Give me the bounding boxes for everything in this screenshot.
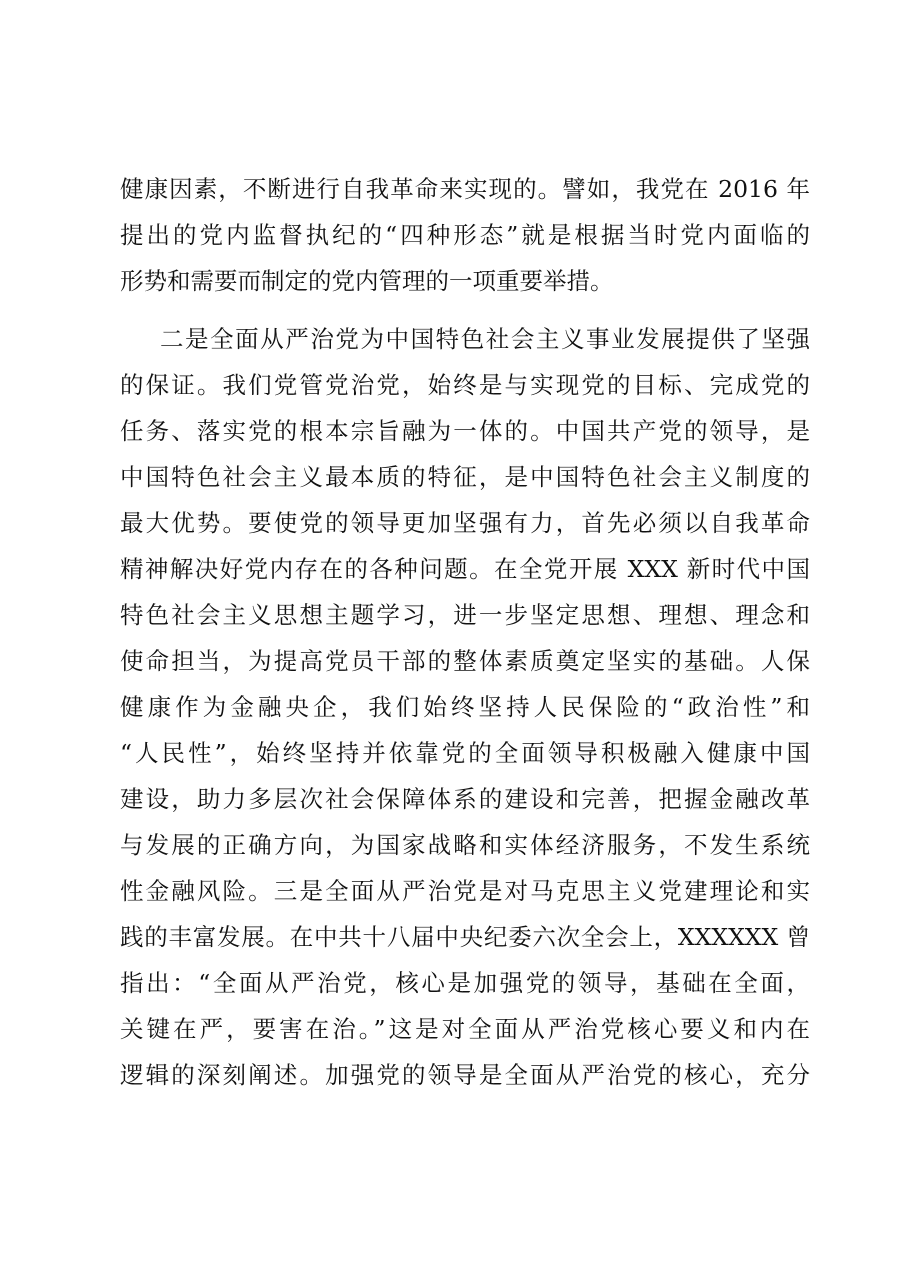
paragraph-gap [120, 304, 810, 316]
text-line: 逻辑的深刻阐述。加强党的领导是全面从严治党的核心，充分 [120, 1061, 810, 1089]
paragraph-2 [120, 316, 810, 1098]
text-line: 使命担当，为提高党员干部的整体素质奠定坚实的基础。人保 [120, 647, 810, 675]
text-line: 健康作为金融央企，我们始终坚持人民保险的“政治性”和 [120, 693, 810, 721]
text-line: 形势和需要而制定的党内管理的一项重要举措。 [120, 267, 614, 295]
text-line: 中国特色社会主义最本质的特征，是中国特色社会主义制度的 [120, 463, 810, 491]
text-line: 任务、落实党的根本宗旨融为一体的。中国共产党的领导，是 [120, 417, 810, 445]
text-line: 特色社会主义思想主题学习，进一步坚定思想、理想、理念和 [120, 601, 810, 629]
text-line: 践的丰富发展。在中共十八届中央纪委六次全会上，XXXXXX 曾 [120, 923, 810, 951]
text-line: “人民性”，始终坚持并依靠党的全面领导积极融入健康中国 [120, 739, 810, 767]
document-body [120, 166, 810, 1098]
text-line: 性金融风险。三是全面从严治党是对马克思主义党建理论和实 [120, 877, 810, 905]
paragraph-1 [120, 166, 810, 304]
text-line: 建设，助力多层次社会保障体系的建设和完善，把握金融改革 [120, 785, 810, 813]
text-line: 二是全面从严治党为中国特色社会主义事业发展提供了坚强 [160, 325, 810, 353]
text-line: 指出：“全面从严治党，核心是加强党的领导，基础在全面， [120, 969, 810, 997]
text-line: 的保证。我们党管党治党，始终是与实现党的目标、完成党的 [120, 371, 810, 399]
text-line: 与发展的正确方向，为国家战略和实体经济服务，不发生系统 [120, 831, 810, 859]
text-line: 关键在严，要害在治。”这是对全面从严治党核心要义和内在 [120, 1015, 810, 1043]
text-line: 健康因素，不断进行自我革命来实现的。譬如，我党在 2016 年 [120, 175, 810, 203]
text-line: 最大优势。要使党的领导更加坚强有力，首先必须以自我革命 [120, 509, 810, 537]
text-line: 精神解决好党内存在的各种问题。在全党开展 XXX 新时代中国 [120, 555, 810, 583]
text-line: 提出的党内监督执纪的“四种形态”就是根据当时党内面临的 [120, 221, 810, 249]
